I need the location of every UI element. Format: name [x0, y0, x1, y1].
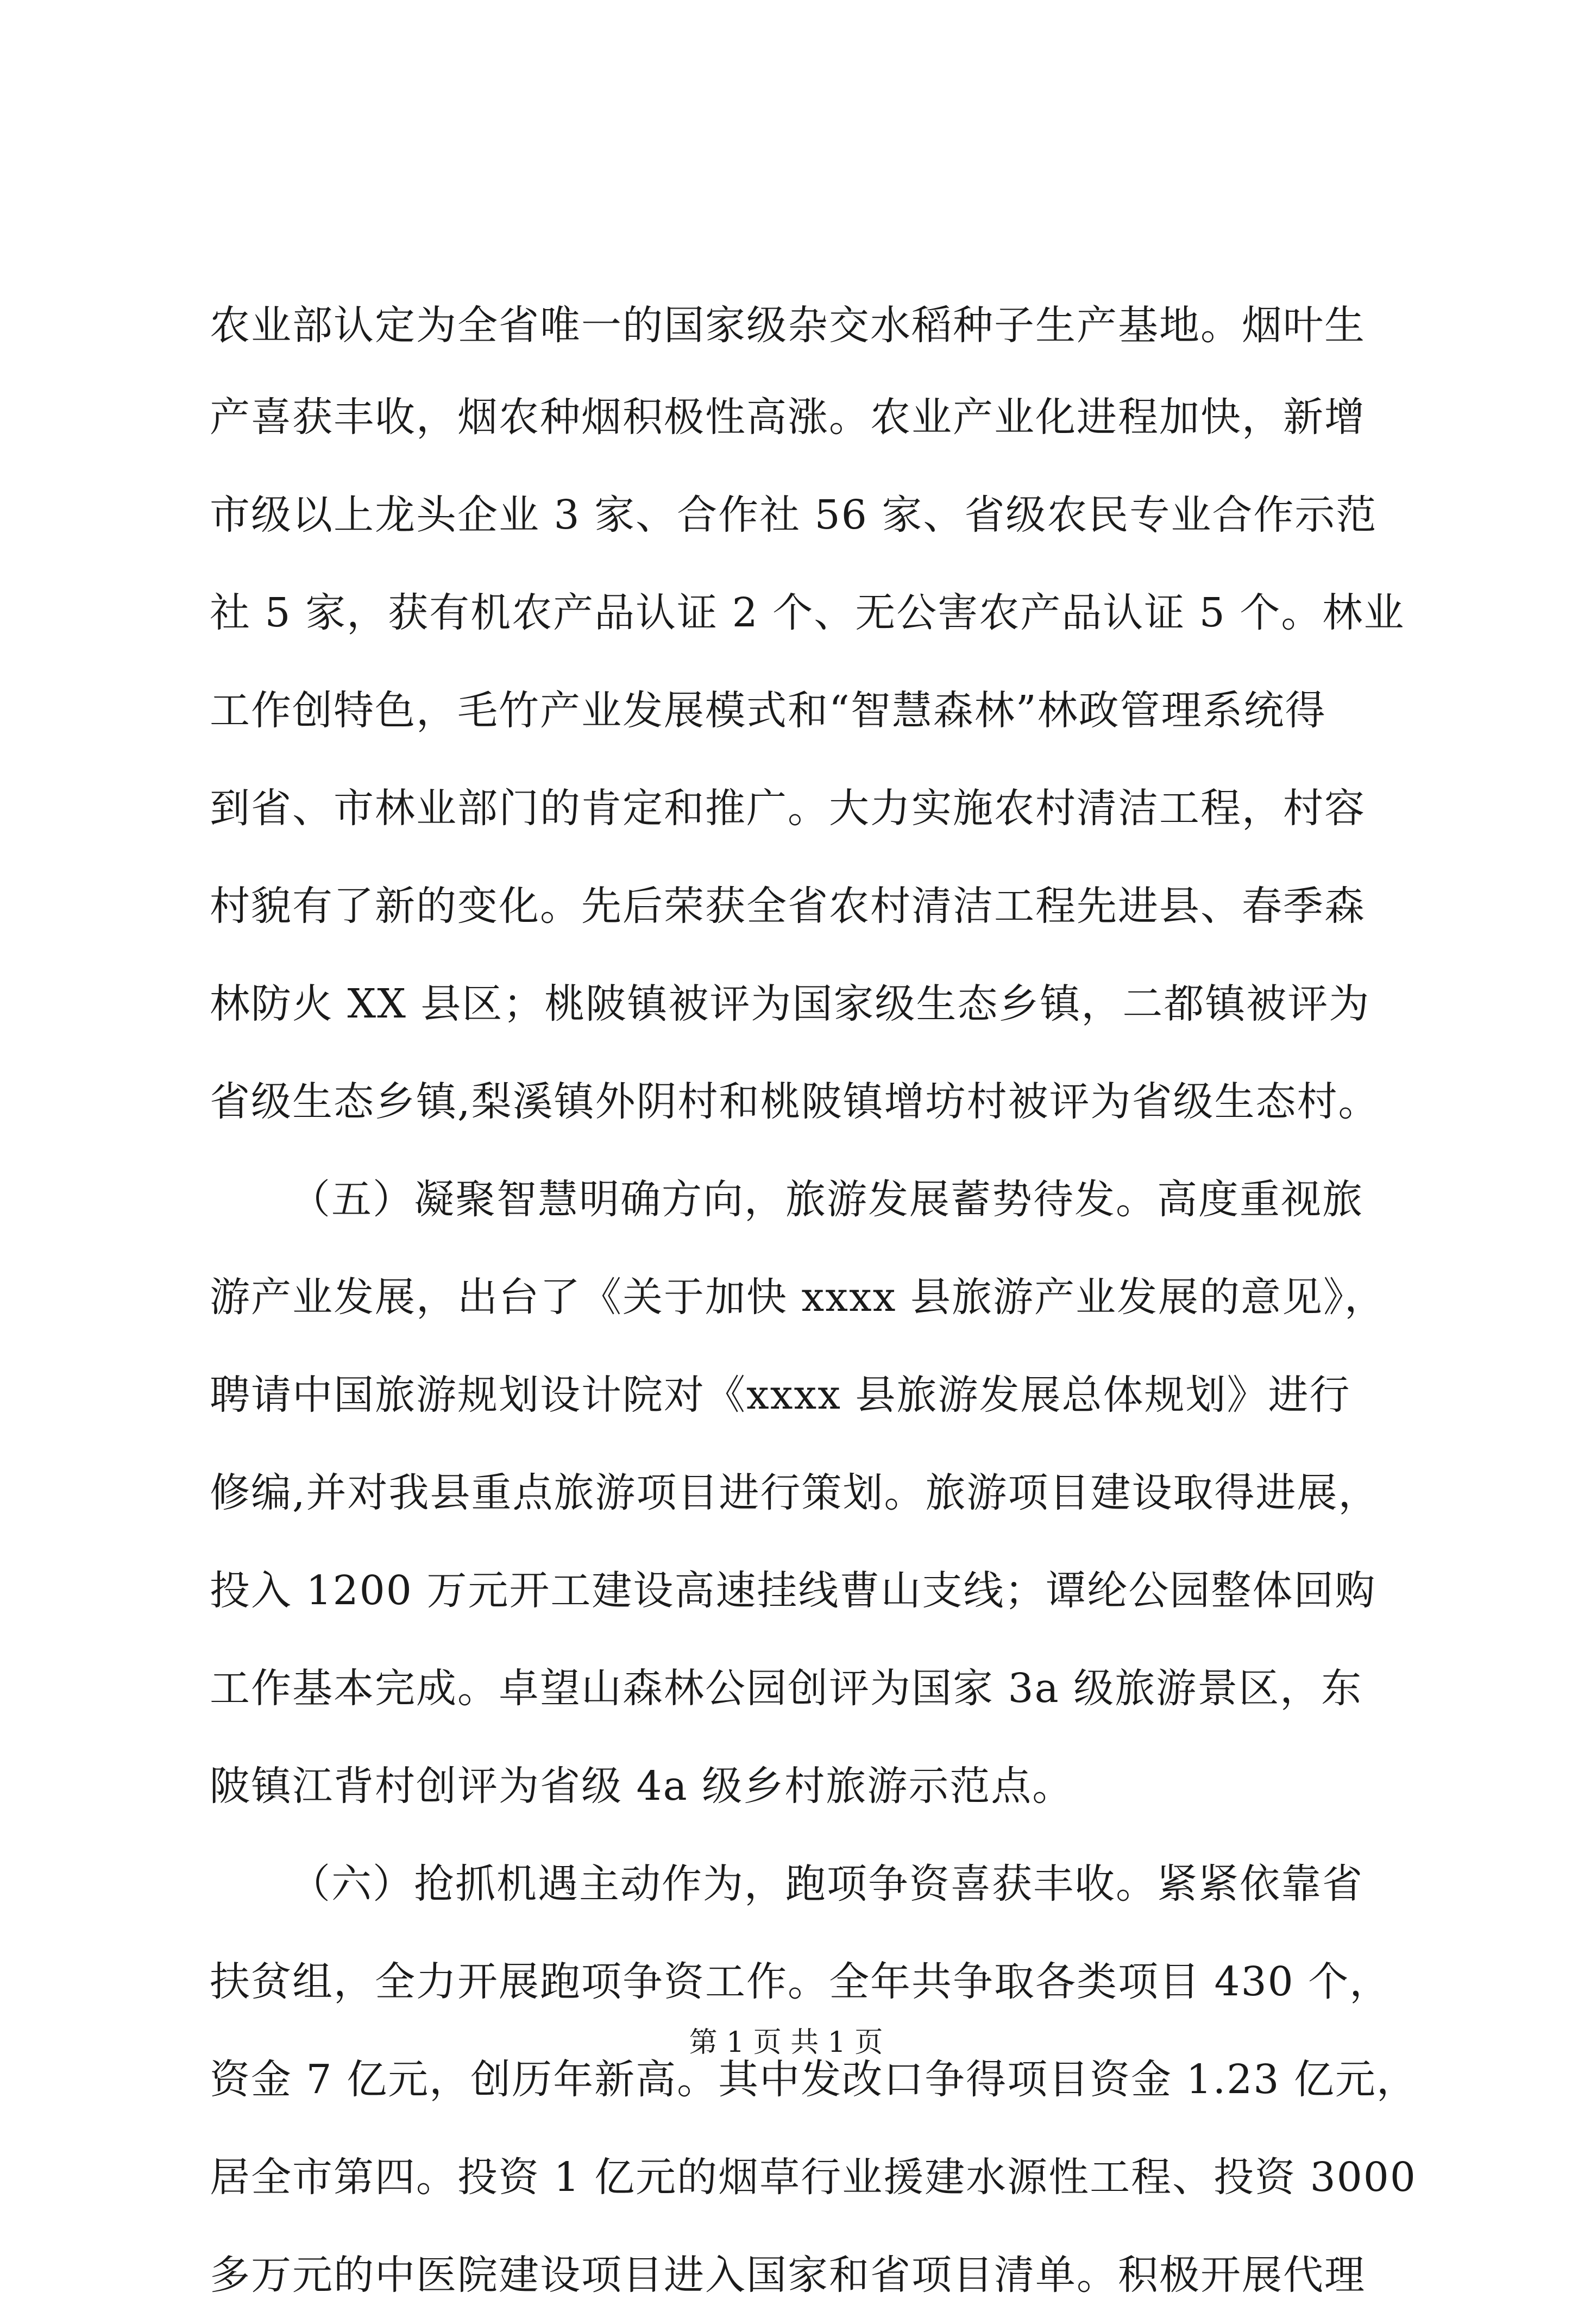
text-line: 修编,并对我县重点旅游项目进行策划。旅游项目建设取得进展， — [210, 1469, 1380, 1516]
text-line: 投入 1200 万元开工建设高速挂线曹山支线；谭纶公园整体回购 — [210, 1567, 1376, 1614]
text-line: 省级生态乡镇,梨溪镇外阴村和桃陂镇增坊村被评为省级生态村。 — [210, 1078, 1380, 1125]
text-line: 资金 7 亿元，创历年新高。其中发改口争得项目资金 1.23 亿元， — [210, 2056, 1418, 2103]
page-footer: 第 1 页 共 1 页 — [689, 2026, 883, 2059]
paragraph-start-line: （六）抢抓机遇主动作为，跑项争资喜获丰收。紧紧依靠省 — [290, 1861, 1363, 1907]
text-line: 市级以上龙头企业 3 家、合作社 56 家、省级农民专业合作示范 — [210, 492, 1378, 538]
text-line: 社 5 家，获有机农产品认证 2 个、无公害农产品认证 5 个。林业 — [210, 589, 1405, 636]
text-line: 聘请中国旅游规划设计院对《xxxx 县旅游发展总体规划》进行 — [210, 1372, 1351, 1418]
text-line: 村貌有了新的变化。先后荣获全省农村清洁工程先进县、春季森 — [210, 883, 1366, 929]
text-line: 农业部认定为全省唯一的国家级杂交水稻种子生产基地。烟叶生 — [210, 302, 1366, 349]
paragraph-start-line: （五）凝聚智慧明确方向，旅游发展蓄势待发。高度重视旅 — [290, 1176, 1363, 1223]
text-line: 工作创特色，毛竹产业发展模式和“智慧森林”林政管理系统得 — [210, 687, 1326, 734]
body-text — [210, 282, 1418, 2324]
text-line: 工作基本完成。卓望山森林公园创评为国家 3a 级旅游景区，东 — [210, 1665, 1363, 1712]
text-line: 林防火 XX 县区；桃陂镇被评为国家级生态乡镇，二都镇被评为 — [210, 981, 1370, 1027]
text-line: 多万元的中医院建设项目进入国家和省项目清单。积极开展代理 — [210, 2252, 1366, 2298]
text-line: 扶贫组，全力开展跑项争资工作。全年共争取各类项目 430 个， — [210, 1958, 1391, 2005]
text-line: 游产业发展，出台了《关于加快 xxxx 县旅游产业发展的意见》， — [210, 1274, 1386, 1321]
text-line: 产喜获丰收，烟农种烟积极性高涨。农业产业化进程加快，新增 — [210, 394, 1366, 441]
text-line: 陂镇江背村创评为省级 4a 级乡村旅游示范点。 — [210, 1763, 1074, 1810]
text-line: 居全市第四。投资 1 亿元的烟草行业援建水源性工程、投资 3000 — [210, 2154, 1417, 2201]
text-line: 到省、市林业部门的肯定和推广。大力实施农村清洁工程，村容 — [210, 785, 1366, 832]
